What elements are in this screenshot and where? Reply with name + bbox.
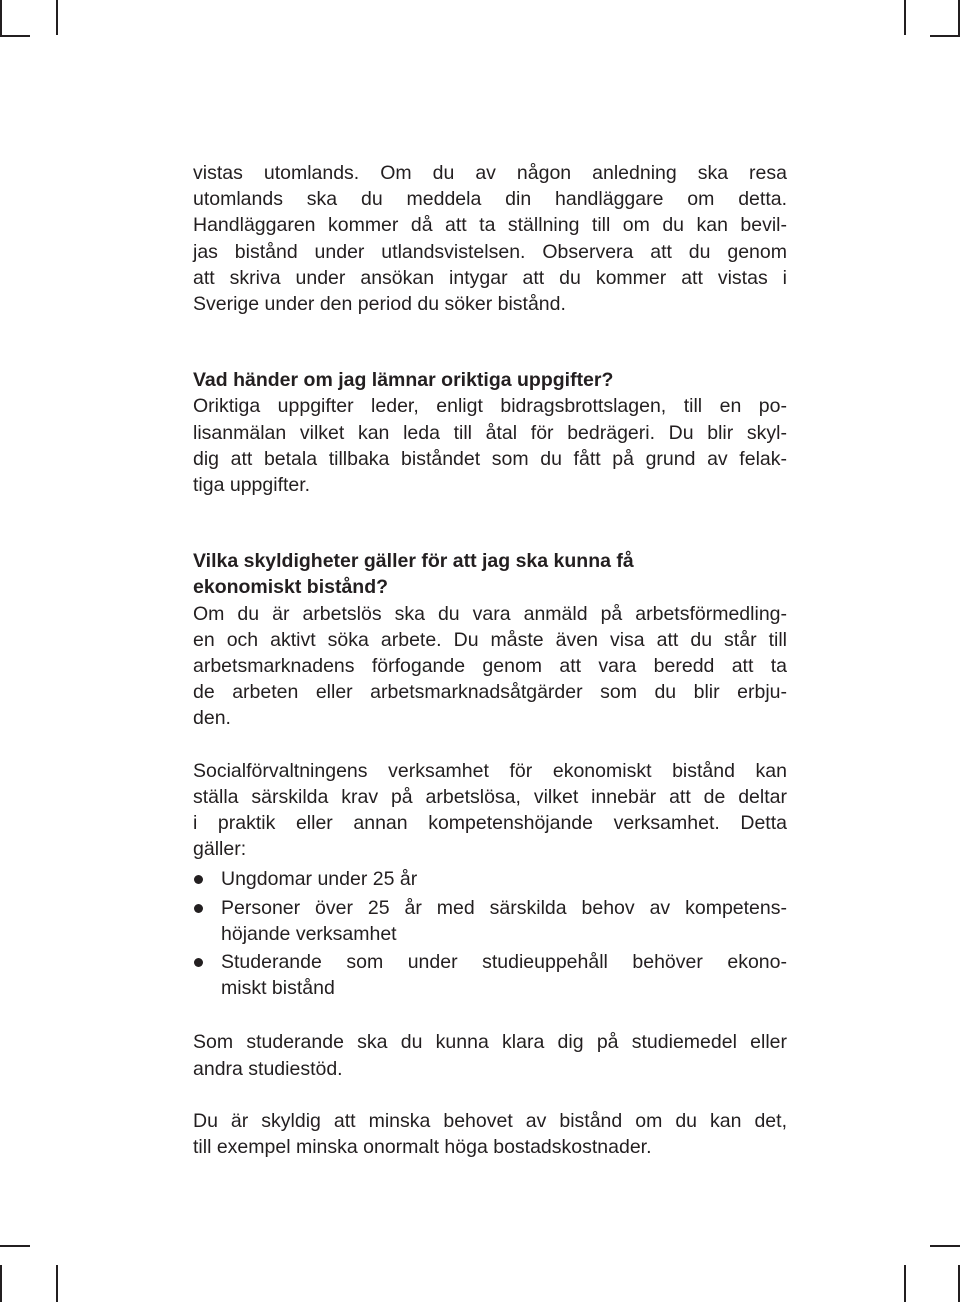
crop-mark <box>56 0 58 35</box>
reduce-need-paragraph <box>193 1108 787 1160</box>
text-line: tiga uppgifter. <box>193 474 311 497</box>
text-line: jas bistånd under utlandsvistelsen. Observera att du genom <box>193 240 787 263</box>
text-line: andra studiestöd. <box>193 1057 343 1080</box>
text-line: Som studerande ska du kunna klara dig på studiemedel eller <box>193 1031 787 1054</box>
text-line: Du är skyldig att minska behovet av bistånd om du kan det, <box>193 1109 787 1132</box>
text-line: Om du är arbetslös ska du vara anmäld på arbetsförmedling- <box>193 602 787 625</box>
crop-mark <box>958 1265 960 1302</box>
text-line: till exempel minska onormalt höga bostadskostnader. <box>193 1136 652 1159</box>
text-line: Handläggaren kommer då att ta ställning till om du kan bevil- <box>193 214 787 237</box>
text-line: gäller: <box>193 838 247 861</box>
list-item <box>193 866 787 892</box>
text-line: att skriva under ansökan intygar att du kommer att vistas i <box>193 266 787 289</box>
crop-mark <box>930 35 960 37</box>
text-line: miskt bistånd <box>221 977 335 1000</box>
text-line: en och aktivt söka arbete. Du måste även visa att du står till <box>193 628 787 651</box>
section-paragraph <box>193 393 787 498</box>
text-line: Socialförvaltningens verksamhet för ekonomiskt bistånd kan <box>193 759 787 782</box>
heading-line: Vilka skyldigheter gäller för att jag ska kunna få <box>193 550 634 573</box>
text-line: den. <box>193 707 231 730</box>
list-item <box>193 895 787 947</box>
text-line: Ungdomar under 25 år <box>221 868 418 891</box>
crop-mark <box>0 1245 30 1247</box>
text-line: lisanmälan vilket kan leda till åtal för bedrägeri. Du blir skyl- <box>193 421 787 444</box>
heading-line: Vad händer om jag lämnar oriktiga uppgifter? <box>193 369 614 392</box>
text-line: ställa särskilda krav på arbetslösa, vilket innebär att de deltar <box>193 785 787 808</box>
text-line: de arbeten eller arbetsmarknadsåtgärder som du blir erbju- <box>193 681 787 704</box>
crop-mark <box>958 0 960 35</box>
crop-mark <box>904 0 906 35</box>
text-line: utomlands ska du meddela din handläggare om detta. <box>193 188 787 211</box>
text-line: arbetsmarknadens förfogande genom att vara beredd att ta <box>193 655 787 678</box>
text-line: Oriktiga uppgifter leder, enligt bidragsbrottslagen, till en po- <box>193 395 787 418</box>
text-line: höjande verksamhet <box>221 922 397 945</box>
text-line: Studerande som under studieuppehåll behöver ekono- <box>221 951 787 974</box>
text-line: Sverige under den period du söker bistånd. <box>193 293 566 316</box>
section-heading <box>193 367 787 393</box>
section-paragraph <box>193 601 787 732</box>
crop-mark <box>0 0 2 35</box>
bullet-icon <box>194 958 203 967</box>
crop-mark <box>930 1245 960 1247</box>
body-text <box>193 160 787 1160</box>
crop-mark <box>0 1265 2 1302</box>
social-services-paragraph <box>193 758 787 863</box>
text-line: dig att betala tillbaka biståndet som du fått på grund av felak- <box>193 447 787 470</box>
intro-paragraph <box>193 160 787 317</box>
section-heading <box>193 548 787 600</box>
bullet-icon <box>194 904 203 913</box>
heading-line: ekonomiskt bistånd? <box>193 576 389 599</box>
students-paragraph <box>193 1029 787 1081</box>
crop-mark <box>0 35 30 37</box>
bullet-icon <box>194 875 203 884</box>
list-item <box>193 949 787 1001</box>
requirements-list <box>193 866 787 1001</box>
text-line: i praktik eller annan kompetenshöjande verksamhet. Detta <box>193 812 787 835</box>
crop-mark <box>904 1265 906 1302</box>
text-line: Personer över 25 år med särskilda behov av kompetens- <box>221 896 787 919</box>
crop-mark <box>56 1265 58 1302</box>
text-line: vistas utomlands. Om du av någon anledning ska resa <box>193 162 787 184</box>
